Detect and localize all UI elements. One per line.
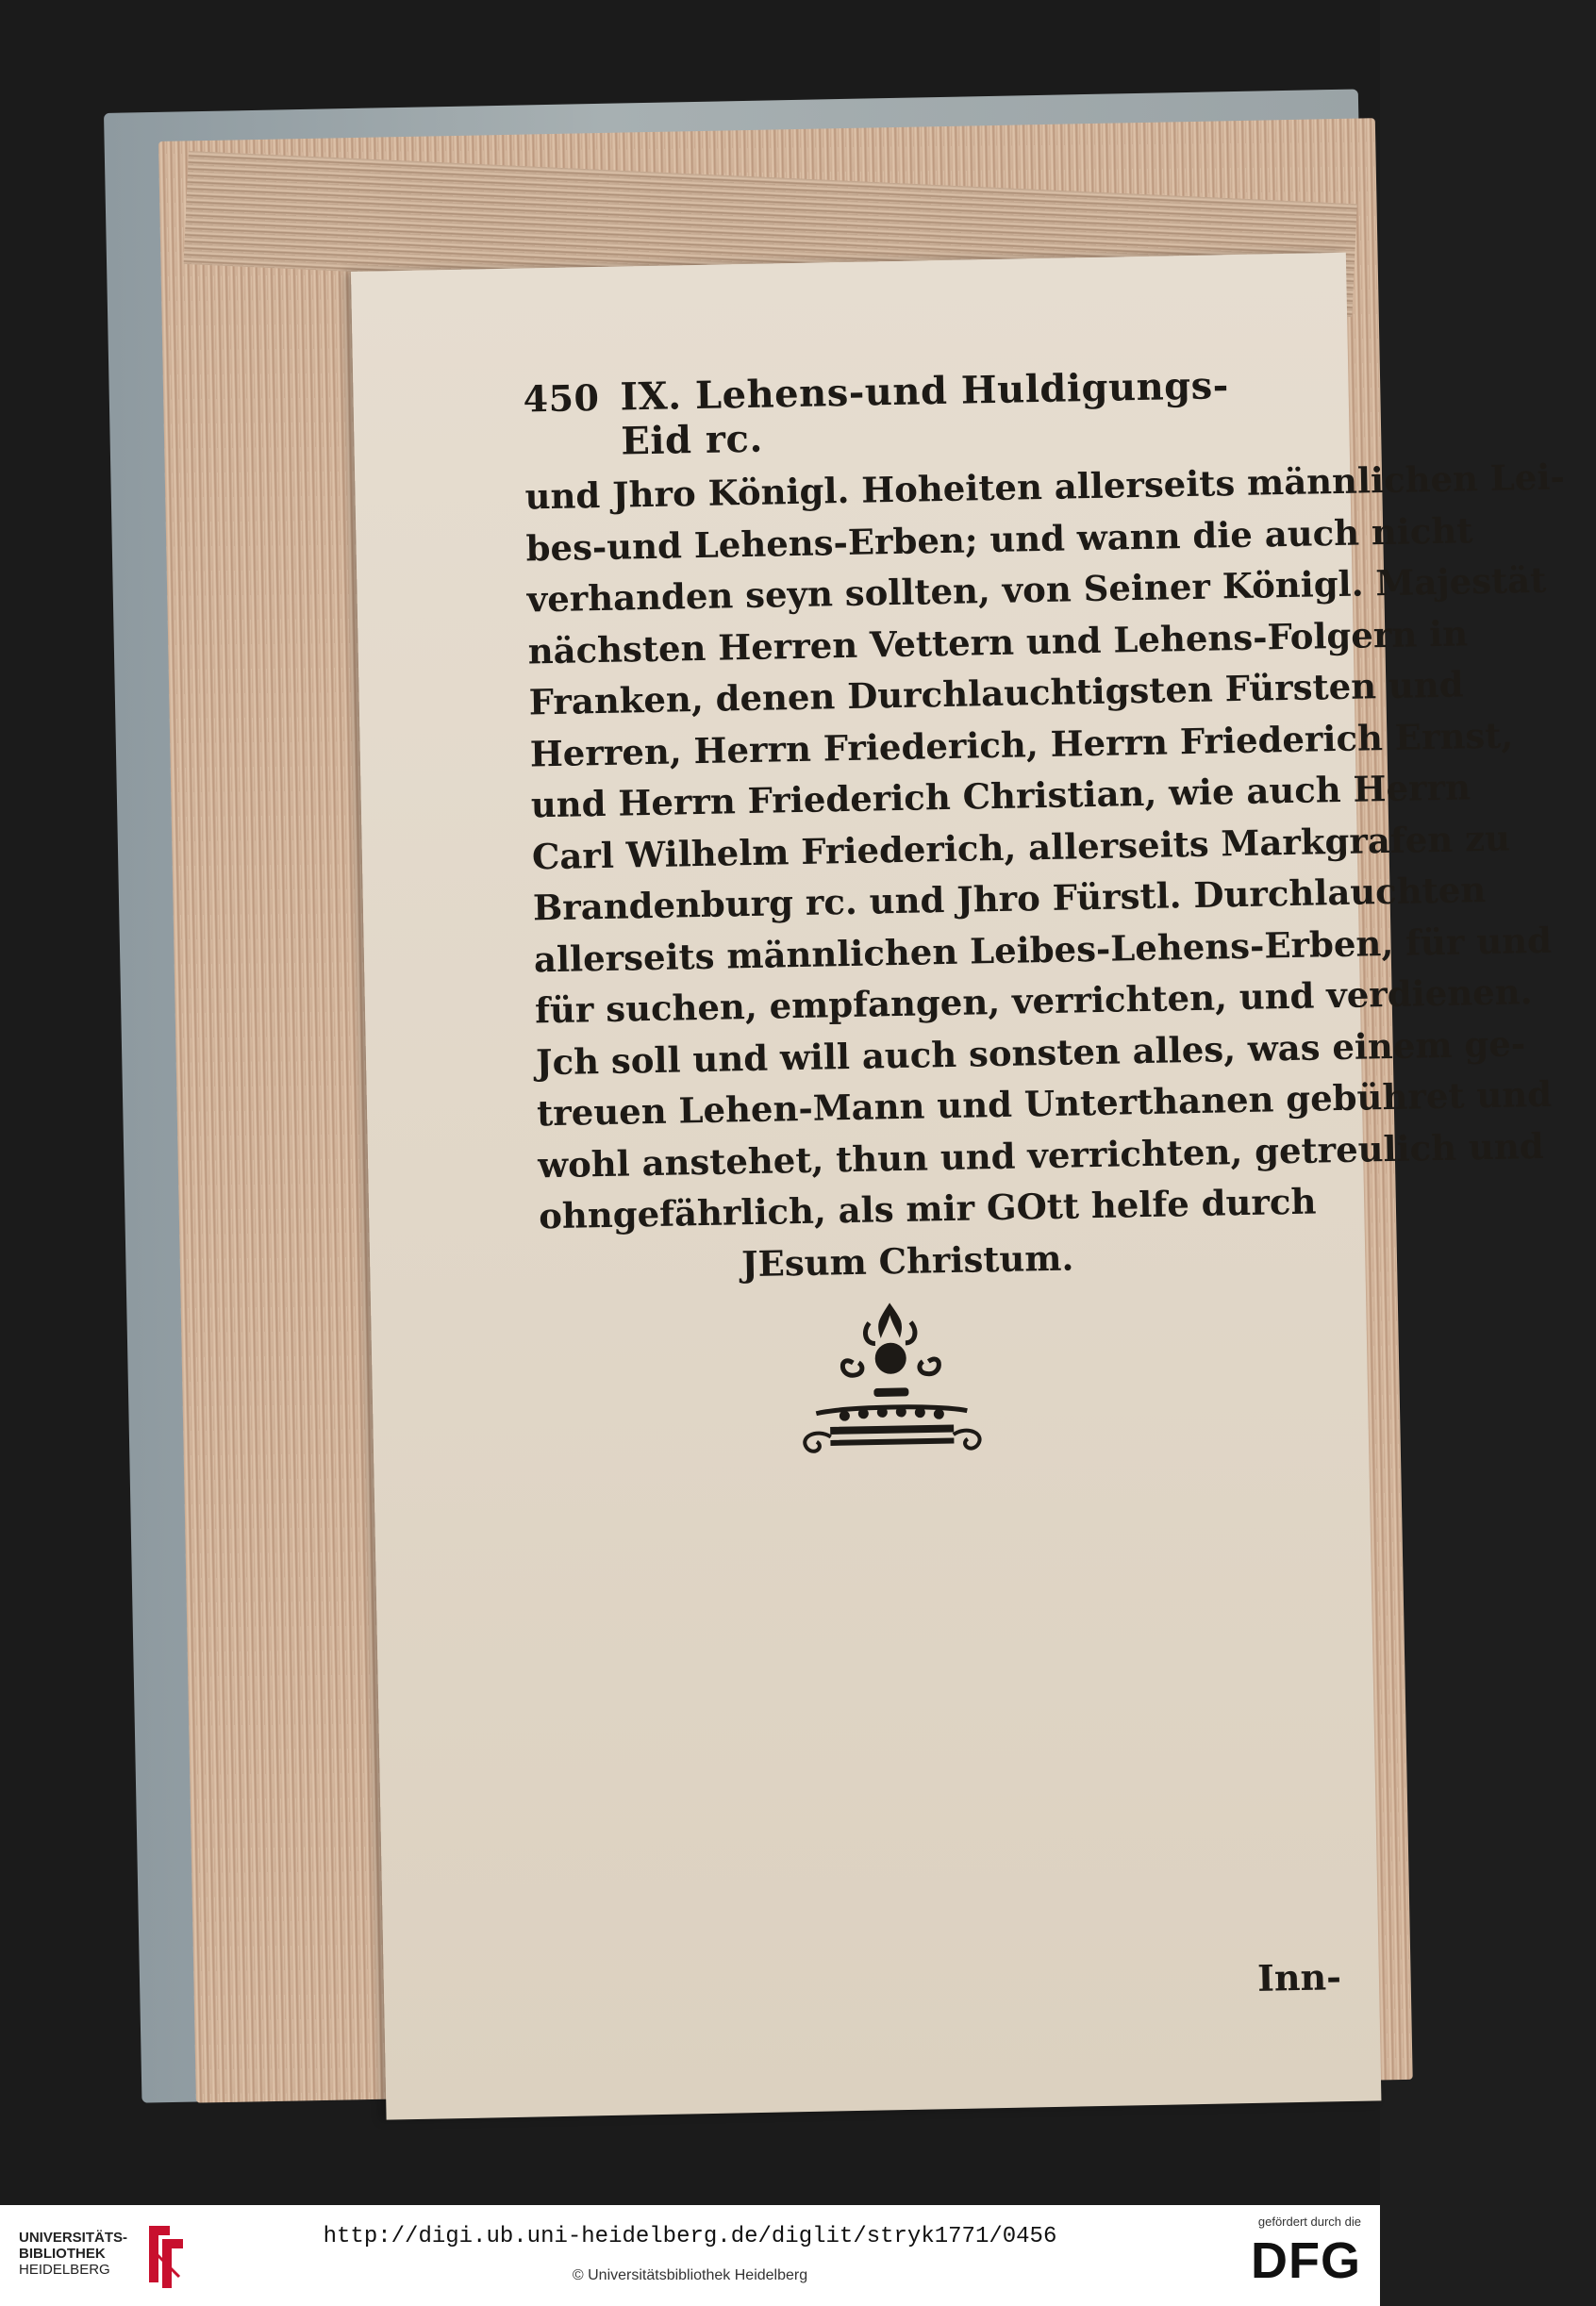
running-head: IX. Lehens-und Huldigungs-Eid rc. bbox=[619, 363, 1230, 464]
page-number: 450 bbox=[523, 375, 600, 421]
text-line: und Herrn Friederich Christian, wie auch Herrn bbox=[530, 766, 1471, 826]
catchword: Inn- bbox=[1256, 1955, 1342, 1999]
logo-line: UNIVERSITÄTS- bbox=[19, 2230, 128, 2246]
text-line: wohl anstehet, thun und verrichten, getreulich und bbox=[537, 1124, 1545, 1186]
text-line: Franken, denen Durchlauchtigsten Fürsten und bbox=[528, 663, 1464, 723]
body-text bbox=[524, 456, 1566, 1294]
text-line: verhanden seyn sollten, von Seiner Königl. Majestät bbox=[526, 558, 1547, 621]
page-text-block bbox=[523, 363, 1566, 1294]
text-line: nächsten Herren Vettern und Lehens-Folgern in bbox=[527, 611, 1469, 672]
permalink-url[interactable]: http://digi.ub.uni-heidelberg.de/diglit/stryk1771/0456 bbox=[323, 2224, 1057, 2249]
logo-line: HEIDELBERG bbox=[19, 2262, 110, 2278]
text-line: Carl Wilhelm Friederich, allerseits Markgrafen zu bbox=[531, 817, 1511, 877]
text-line: Herren, Herrn Friederich, Herrn Friederich Ernst, bbox=[529, 713, 1514, 774]
dfg-logo[interactable]: DFG bbox=[1251, 2232, 1361, 2289]
logo-line: BIBLIOTHEK bbox=[19, 2246, 106, 2262]
text-line: Brandenburg rc. und Jhro Fürstl. Durchlauchten bbox=[532, 869, 1487, 929]
funder-label: gefördert durch die bbox=[1257, 2215, 1361, 2229]
copyright-notice: © Universitätsbibliothek Heidelberg bbox=[572, 2267, 808, 2283]
text-line: bes-und Lehens-Erben; und wann die auch nicht bbox=[525, 508, 1473, 569]
text-line: JEsum Christum. bbox=[740, 1236, 1074, 1285]
page-header bbox=[523, 363, 1260, 466]
text-line: für suchen, empfangen, verrichten, und verdienen. bbox=[534, 971, 1533, 1032]
tailpiece-ornament bbox=[786, 1292, 997, 1485]
text-line: und Jhro Königl. Hoheiten allerseits männlichen Lei- bbox=[524, 456, 1566, 518]
footer-bar bbox=[0, 2205, 1380, 2306]
book-page bbox=[351, 253, 1566, 2120]
text-line: ohngefährlich, als mir GOtt helfe durch bbox=[538, 1180, 1317, 1237]
text-line: Jch soll und will auch sonsten alles, was einem ge- bbox=[535, 1021, 1526, 1083]
text-line: treuen Lehen-Mann und Unterthanen gebühret und bbox=[536, 1072, 1553, 1135]
text-line: allerseits männlichen Leibes-Lehens-Erben, für und bbox=[533, 919, 1553, 980]
